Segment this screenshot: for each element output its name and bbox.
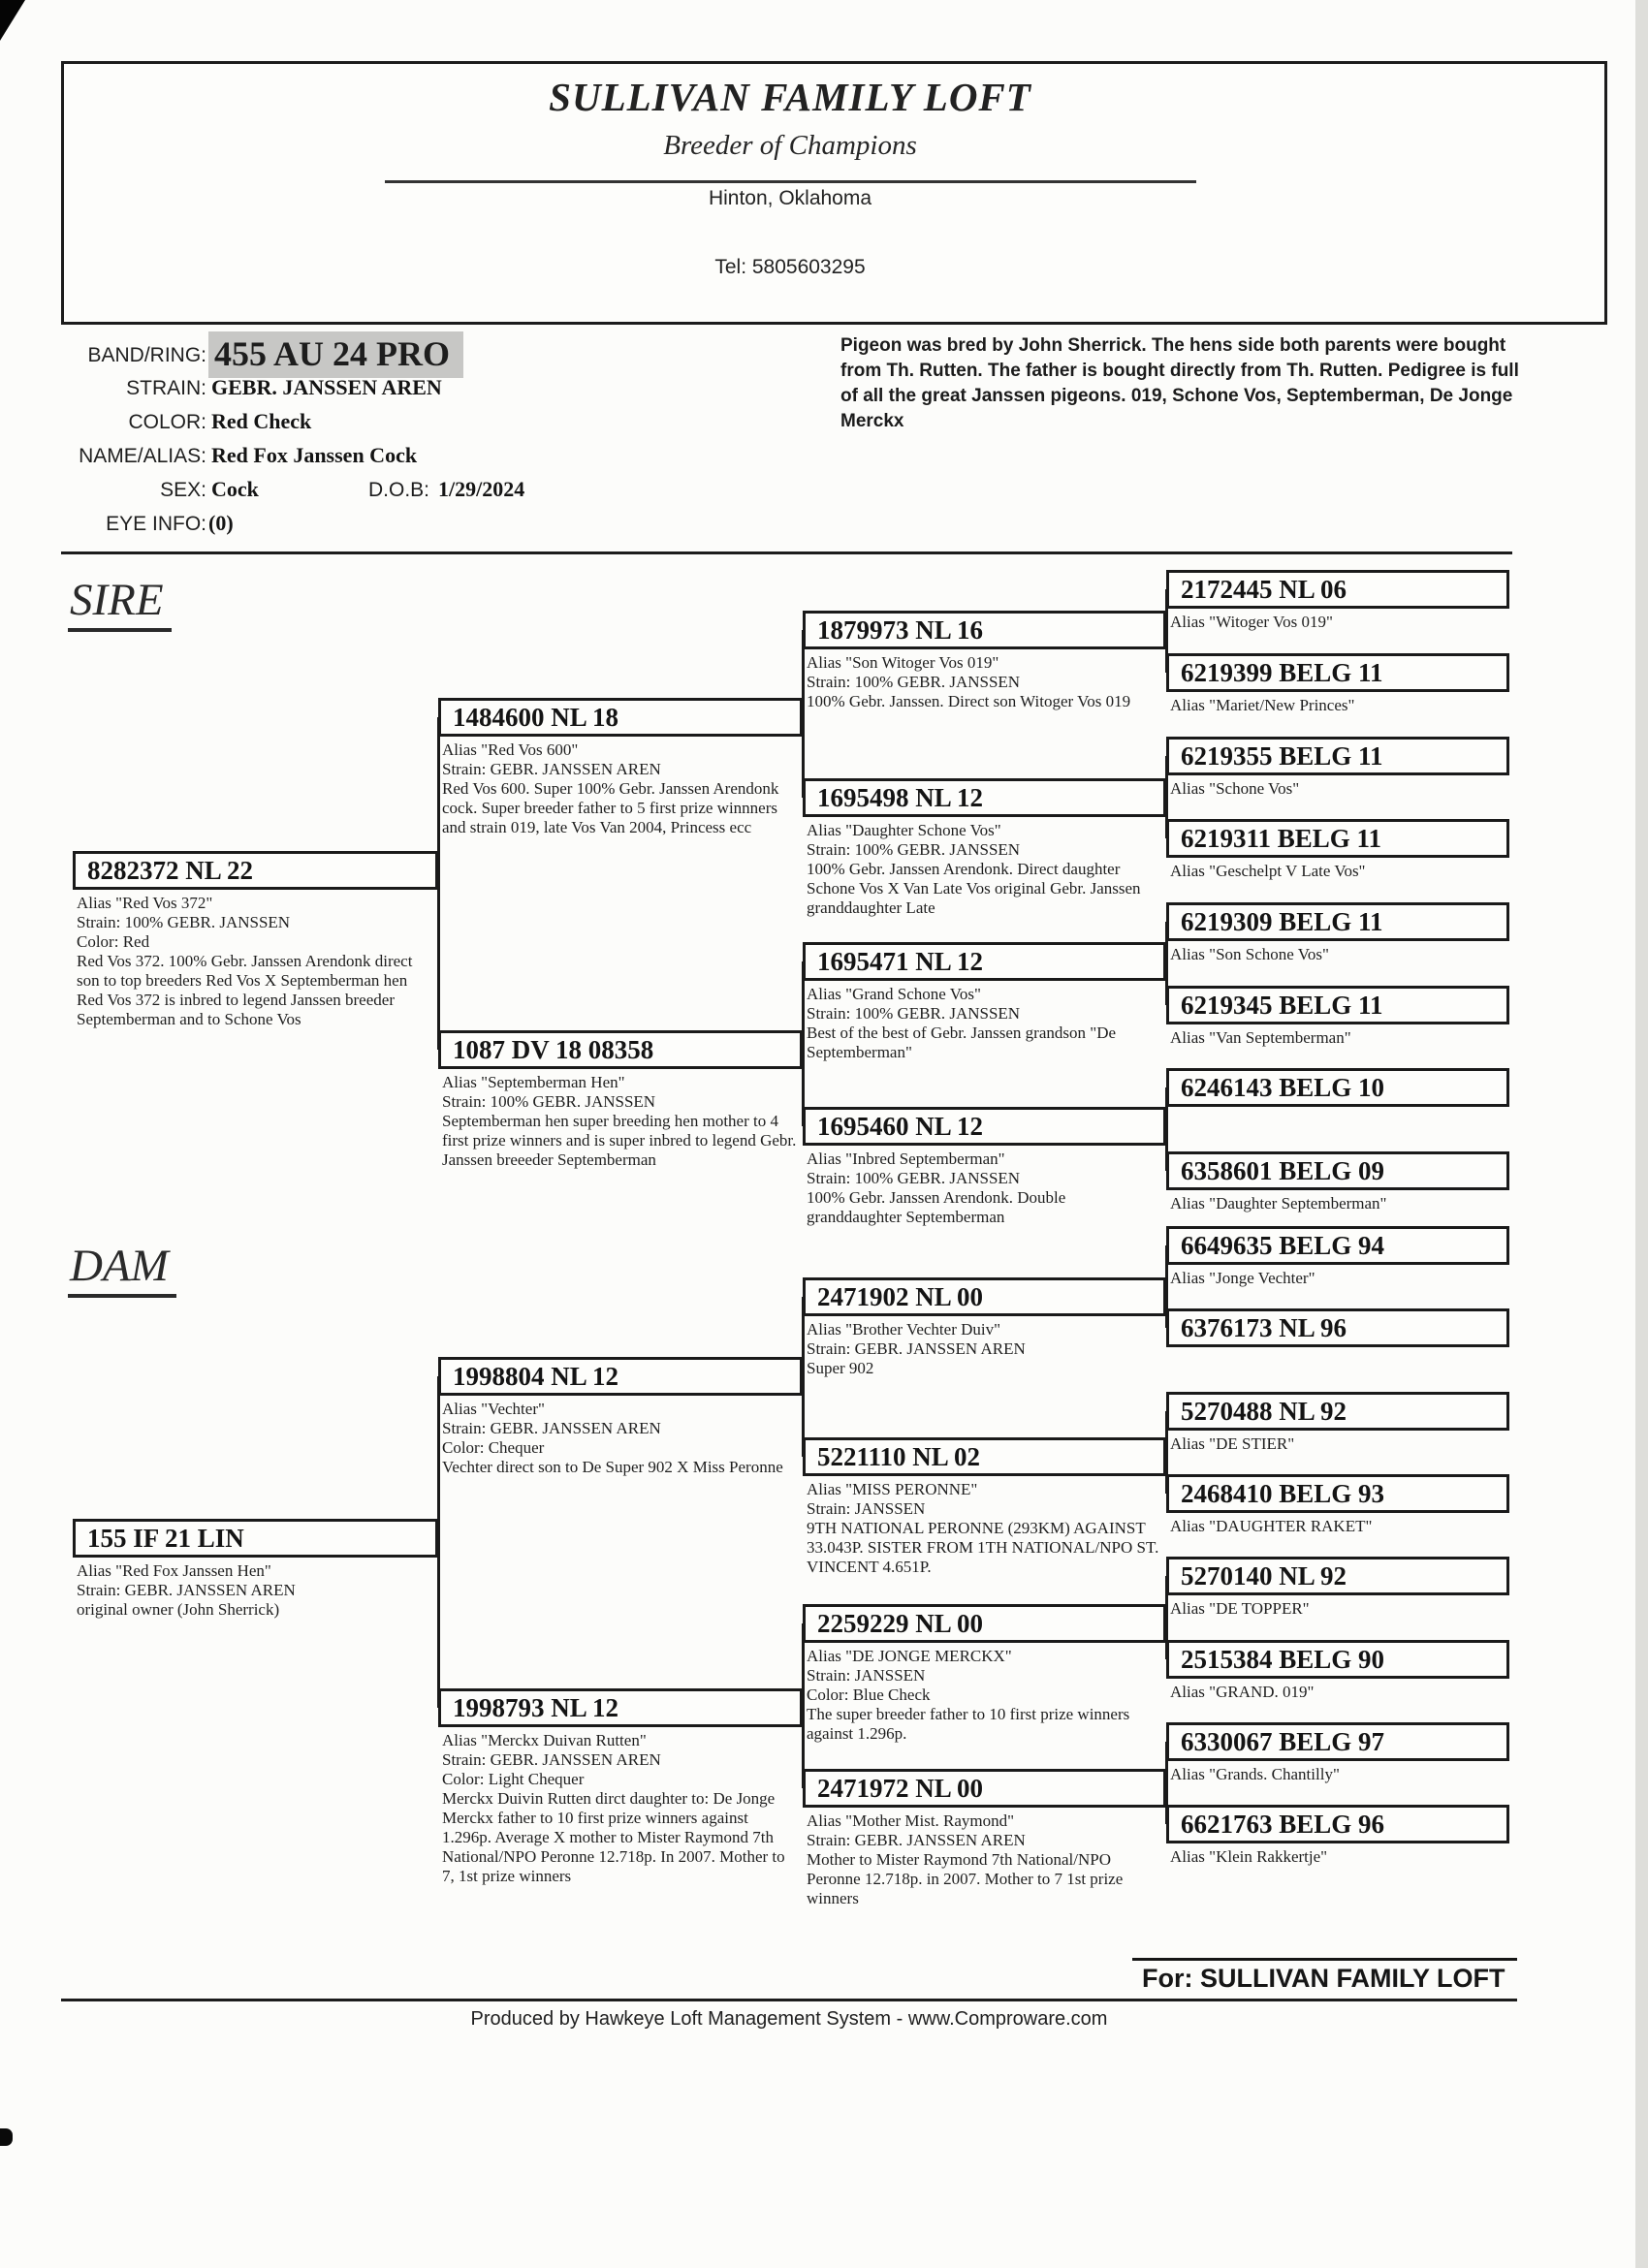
pedigree-connector-line [1165, 589, 1168, 673]
band-number: 2172445 NL 06 [1166, 570, 1509, 609]
pedigree-connector-line [802, 1297, 805, 1457]
pedigree-detail-line: Strain: JANSSEN [807, 1499, 926, 1518]
pedigree-connector-line [1165, 922, 1168, 1005]
pedigree-detail-line: Merckx Duivin Rutten dirct daughter to: De Jonge Merckx father to 10 first prize winners against 1.296p. Average X mother to Mister Raymond 7th National/NPO Peronne 12.718p. In 2007. Mother to 7, 1st prize winners [442, 1789, 785, 1885]
pedigree-entry-gen2-3 [438, 1357, 803, 1477]
band-number: 1484600 NL 18 [438, 698, 803, 737]
strain-label: STRAIN: [126, 377, 206, 399]
pedigree-detail-line: Alias "Red Vos 600" [442, 740, 579, 759]
pedigree-detail-line: Strain: 100% GEBR. JANSSEN [77, 913, 291, 931]
pedigree-detail-line: Strain: GEBR. JANSSEN AREN [442, 1750, 661, 1769]
pedigree-entry-details [1166, 1513, 1509, 1536]
pedigree-entry-gen3-3 [803, 942, 1166, 1062]
pedigree-detail-line: Alias "Klein Rakkertje" [1170, 1847, 1328, 1866]
pedigree-detail-line: Alias "Red Fox Janssen Hen" [77, 1561, 271, 1580]
scan-artifact-right-edge [1635, 0, 1648, 2268]
band-number: 2515384 BELG 90 [1166, 1640, 1509, 1679]
pedigree-entry-gen4-8 [1166, 1151, 1509, 1213]
breeder-notes: Pigeon was bred by John Sherrick. The hens side both parents were bought from Th. Rutten. The father is bought directly from Th. Rutten. Pedigree is full of all the great Janssen pigeons. 019, Schone Vos, Septemberman, De Jonge Merckx [840, 335, 1519, 431]
pedigree-entry-details [1166, 1431, 1509, 1454]
pedigree-detail-line: Color: Light Chequer [442, 1770, 585, 1788]
pedigree-detail-line: Alias "Merckx Duivan Rutten" [442, 1731, 647, 1749]
pedigree-detail-line: Red Vos 372. 100% Gebr. Janssen Arendonk direct son to top breeders Red Vos X Septemberman hen Red Vos 372 is inbred to legend Janssen breeder Septemberman and to Schone Vos [77, 952, 413, 1028]
sex-value: Cock [211, 477, 259, 501]
pedigree-entry-details [438, 1069, 803, 1170]
pedigree-entry-details [73, 1558, 438, 1620]
pedigree-detail-line: Alias "Mother Mist. Raymond" [807, 1811, 1015, 1830]
pedigree-entry-gen1-1 [73, 851, 438, 1029]
pedigree-detail-line: Alias "Inbred Septemberman" [807, 1150, 1005, 1168]
band-number: 1879973 NL 16 [803, 611, 1166, 649]
loft-location: Hinton, Oklahoma [708, 187, 872, 209]
pedigree-detail-line: Strain: GEBR. JANSSEN AREN [807, 1831, 1026, 1849]
pedigree-detail-line: Strain: GEBR. JANSSEN AREN [442, 760, 661, 778]
pedigree-entry-details [803, 1476, 1166, 1577]
pedigree-detail-line: Strain: 100% GEBR. JANSSEN [807, 1169, 1021, 1187]
pedigree-entry-gen3-7 [803, 1604, 1166, 1744]
pedigree-connector-line [802, 1623, 805, 1788]
pedigree-entry-gen4-4 [1166, 819, 1509, 881]
pedigree-detail-line: Alias "Grand Schone Vos" [807, 985, 981, 1003]
pedigree-entry-details [803, 981, 1166, 1062]
pedigree-entry-details [1166, 1265, 1509, 1288]
pedigree-entry-gen3-4 [803, 1107, 1166, 1227]
pedigree-entry-gen4-7 [1166, 1068, 1509, 1111]
pedigree-detail-line: 100% Gebr. Janssen. Direct son Witoger Vos 019 [807, 692, 1131, 710]
pedigree-detail-line: Alias "DE STIER" [1170, 1434, 1295, 1453]
band-number: 2471902 NL 00 [803, 1277, 1166, 1316]
pedigree-detail-line: Strain: 100% GEBR. JANSSEN [807, 840, 1021, 859]
pedigree-entry-details [438, 1396, 803, 1477]
pedigree-entry-gen4-10 [1166, 1308, 1509, 1351]
pedigree-detail-line: Alias "Grands. Chantilly" [1170, 1765, 1340, 1783]
pedigree-connector-line [1165, 1245, 1168, 1328]
color-value: Red Check [211, 409, 312, 433]
pedigree-detail-line: 100% Gebr. Janssen Arendonk. Double granddaughter Septemberman [807, 1188, 1066, 1226]
pedigree-entry-details [73, 890, 438, 1029]
pedigree-entry-details [1166, 1679, 1509, 1702]
band-number: 155 IF 21 LIN [73, 1519, 438, 1558]
pedigree-entry-gen4-12 [1166, 1474, 1509, 1536]
pedigree-entry-details [803, 1808, 1166, 1908]
pedigree-detail-line: Vechter direct son to De Super 902 X Miss Peronne [442, 1458, 783, 1476]
pedigree-detail-line: Alias "Septemberman Hen" [442, 1073, 625, 1091]
band-number: 1998793 NL 12 [438, 1688, 803, 1727]
pedigree-detail-line: Alias "DAUGHTER RAKET" [1170, 1517, 1373, 1535]
pedigree-entry-details [438, 1727, 803, 1886]
eye-info-label: EYE INFO: [106, 513, 206, 535]
band-number: 6219309 BELG 11 [1166, 902, 1509, 941]
pedigree-connector-line [1165, 1411, 1168, 1494]
band-number: 6219311 BELG 11 [1166, 819, 1509, 858]
pedigree-detail-line: Super 902 [807, 1359, 874, 1377]
name-alias-value: Red Fox Janssen Cock [211, 443, 418, 467]
pedigree-entry-details [1166, 941, 1509, 964]
pedigree-entry-details [803, 1316, 1166, 1378]
pedigree-detail-line: Best of the best of Gebr. Janssen grandson "De Septemberman" [807, 1024, 1117, 1061]
sex-label: SEX: [160, 479, 206, 501]
dob-value: 1/29/2024 [438, 477, 525, 501]
pedigree-detail-line: Alias "Vechter" [442, 1400, 545, 1418]
pedigree-entry-details [803, 817, 1166, 918]
pedigree-entry-details [1166, 692, 1509, 715]
band-number: 5270140 NL 92 [1166, 1557, 1509, 1595]
pedigree-detail-line: Strain: GEBR. JANSSEN AREN [442, 1419, 661, 1437]
band-number: 1695460 NL 12 [803, 1107, 1166, 1146]
pedigree-entry-gen4-14 [1166, 1640, 1509, 1702]
band-number: 1695498 NL 12 [803, 778, 1166, 817]
pedigree-detail-line: Alias "Witoger Vos 019" [1170, 613, 1333, 631]
footer-divider-line [61, 1999, 1517, 2001]
pedigree-entry-gen4-9 [1166, 1226, 1509, 1288]
pedigree-detail-line: Alias "Schone Vos" [1170, 779, 1300, 798]
pedigree-detail-line: Alias "Van Septemberman" [1170, 1028, 1351, 1047]
loft-phone: Tel: 5805603295 [714, 256, 866, 278]
band-number: 1998804 NL 12 [438, 1357, 803, 1396]
pedigree-detail-line: 100% Gebr. Janssen Arendonk. Direct daughter Schone Vos X Van Late Vos original Gebr. Janssen granddaughter Late [807, 860, 1141, 917]
pedigree-entry-gen3-1 [803, 611, 1166, 711]
pedigree-detail-line: 9TH NATIONAL PERONNE (293KM) AGAINST 33.043P. SISTER FROM 1TH NATIONAL/NPO ST. VINCENT 4.651P. [807, 1519, 1159, 1576]
pedigree-detail-line: Strain: GEBR. JANSSEN AREN [807, 1339, 1026, 1358]
footer-for-rule-top [1132, 1958, 1517, 1961]
band-number: 6219355 BELG 11 [1166, 737, 1509, 775]
pedigree-detail-line: Red Vos 600. Super 100% Gebr. Janssen Arendonk cock. Super breeder father to 5 first prize winnners and strain 019, late Vos Van 2004, Princess ecc [442, 779, 779, 836]
pedigree-detail-line: Alias "DE JONGE MERCKX" [807, 1647, 1012, 1665]
loft-name: SULLIVAN FAMILY LOFT [549, 75, 1031, 119]
pedigree-detail-line: Alias "Daughter Septemberman" [1170, 1194, 1387, 1213]
pedigree-connector-line [802, 630, 805, 798]
band-number: 1695471 NL 12 [803, 942, 1166, 981]
pedigree-entry-gen4-16 [1166, 1805, 1509, 1867]
loft-tagline: Breeder of Champions [663, 130, 917, 161]
pedigree-entry-gen4-6 [1166, 986, 1509, 1048]
pedigree-entry-gen4-15 [1166, 1722, 1509, 1784]
pedigree-detail-line: Color: Chequer [442, 1438, 545, 1457]
band-number: 5270488 NL 92 [1166, 1392, 1509, 1431]
pedigree-entry-details [1166, 775, 1509, 799]
band-number: 6330067 BELG 97 [1166, 1722, 1509, 1761]
band-number: 6358601 BELG 09 [1166, 1151, 1509, 1190]
pedigree-entry-gen2-2 [438, 1030, 803, 1170]
pedigree-detail-line: Strain: 100% GEBR. JANSSEN [442, 1092, 656, 1111]
pedigree-entry-details [1166, 1024, 1509, 1048]
dob-label: D.O.B: [368, 479, 430, 501]
pedigree-connector-line [1165, 1087, 1168, 1171]
pedigree-detail-line: Alias "MISS PERONNE" [807, 1480, 978, 1498]
eye-info-value: (0) [208, 511, 234, 535]
pedigree-detail-line: Alias "Jonge Vechter" [1170, 1269, 1315, 1287]
band-number: 8282372 NL 22 [73, 851, 438, 890]
pedigree-detail-line: Alias "Geschelpt V Late Vos" [1170, 862, 1366, 880]
pedigree-entry-details [1166, 1190, 1509, 1213]
pedigree-entry-details [1166, 1107, 1509, 1111]
scan-artifact-edge-mark [0, 2128, 13, 2146]
pedigree-detail-line: Septemberman hen super breeding hen mother to 4 first prize winners and is super inbred to legend Gebr. Janssen breeeder Septemberman [442, 1112, 797, 1169]
pedigree-detail-line: Alias "Red Vos 372" [77, 894, 213, 912]
pedigree-entry-details [1166, 1347, 1509, 1351]
pedigree-entry-gen3-6 [803, 1437, 1166, 1577]
pedigree-detail-line: original owner (John Sherrick) [77, 1600, 280, 1619]
pedigree-entry-gen2-4 [438, 1688, 803, 1886]
pedigree-entry-details [1166, 858, 1509, 881]
band-number: 5221110 NL 02 [803, 1437, 1166, 1476]
band-number: 2471972 NL 00 [803, 1769, 1166, 1808]
pedigree-entry-details [803, 1146, 1166, 1227]
pedigree-detail-line: Mother to Mister Raymond 7th National/NPO Peronne 12.718p. in 2007. Mother to 7 1st prize winners [807, 1850, 1124, 1907]
pedigree-connector-line [802, 961, 805, 1126]
pedigree-entry-details [1166, 1843, 1509, 1867]
pedigree-entry-gen3-5 [803, 1277, 1166, 1378]
pedigree-entry-gen4-11 [1166, 1392, 1509, 1454]
pedigree-detail-line: Color: Blue Check [807, 1685, 931, 1704]
pedigree-entry-gen1-2 [73, 1519, 438, 1620]
pedigree-entry-details [803, 649, 1166, 711]
pedigree-detail-line: Strain: JANSSEN [807, 1666, 926, 1685]
pedigree-entry-details [1166, 609, 1509, 632]
pedigree-detail-line: Strain: 100% GEBR. JANSSEN [807, 673, 1021, 691]
pedigree-connector-line [1165, 756, 1168, 838]
pedigree-connector-line [437, 1376, 440, 1708]
band-number: 1087 DV 18 08358 [438, 1030, 803, 1069]
footer-for-loft: For: SULLIVAN FAMILY LOFT [1142, 1964, 1505, 1993]
pedigree-detail-line: Alias "Mariet/New Princes" [1170, 696, 1355, 714]
pedigree-entry-gen4-5 [1166, 902, 1509, 964]
pedigree-entry-gen3-2 [803, 778, 1166, 918]
pedigree-entry-gen2-1 [438, 698, 803, 837]
band-number: 6649635 BELG 94 [1166, 1226, 1509, 1265]
pedigree-connector-line [1165, 1742, 1168, 1824]
pedigree-detail-line: Alias "Son Witoger Vos 019" [807, 653, 999, 672]
sire-section-heading: SIRE [68, 574, 172, 632]
pedigree-entry-details [803, 1643, 1166, 1744]
pedigree-detail-line: Strain: GEBR. JANSSEN AREN [77, 1581, 296, 1599]
pedigree-connector-line [1165, 1576, 1168, 1659]
pedigree-connector-line [437, 717, 440, 1050]
pedigree-entry-gen4-2 [1166, 653, 1509, 715]
pedigree-detail-line: The super breeder father to 10 first prize winners against 1.296p. [807, 1705, 1130, 1743]
pedigree-detail-line: Alias "GRAND. 019" [1170, 1683, 1315, 1701]
band-number: 2468410 BELG 93 [1166, 1474, 1509, 1513]
band-number: 6219399 BELG 11 [1166, 653, 1509, 692]
pedigree-entry-gen4-13 [1166, 1557, 1509, 1619]
pedigree-detail-line: Alias "Daughter Schone Vos" [807, 821, 1001, 839]
band-number: 6219345 BELG 11 [1166, 986, 1509, 1024]
pedigree-entry-gen3-8 [803, 1769, 1166, 1908]
pedigree-detail-line: Alias "DE TOPPER" [1170, 1599, 1310, 1618]
band-number: 6621763 BELG 96 [1166, 1805, 1509, 1843]
band-number: 6246143 BELG 10 [1166, 1068, 1509, 1107]
pedigree-detail-line: Alias "Brother Vechter Duiv" [807, 1320, 1001, 1339]
pedigree-detail-line: Strain: 100% GEBR. JANSSEN [807, 1004, 1021, 1023]
pedigree-detail-line: Color: Red [77, 932, 150, 951]
band-number: 6376173 NL 96 [1166, 1308, 1509, 1347]
pedigree-entry-gen4-1 [1166, 570, 1509, 632]
band-ring-label: BAND/RING: [87, 344, 206, 366]
color-label: COLOR: [128, 411, 206, 433]
pedigree-detail-line: Alias "Son Schone Vos" [1170, 945, 1329, 963]
footer-produced-by: Produced by Hawkeye Loft Management System - www.Comproware.com [470, 2008, 1108, 2030]
strain-value: GEBR. JANSSEN AREN [211, 375, 442, 399]
band-number: 2259229 NL 00 [803, 1604, 1166, 1643]
pedigree-entry-details [1166, 1595, 1509, 1619]
pedigree-entry-details [1166, 1761, 1509, 1784]
band-ring-value: 455 AU 24 PRO [208, 331, 463, 378]
dam-section-heading: DAM [68, 1240, 176, 1298]
name-alias-label: NAME/ALIAS: [79, 445, 206, 467]
pedigree-entry-details [438, 737, 803, 837]
pedigree-entry-gen4-3 [1166, 737, 1509, 799]
